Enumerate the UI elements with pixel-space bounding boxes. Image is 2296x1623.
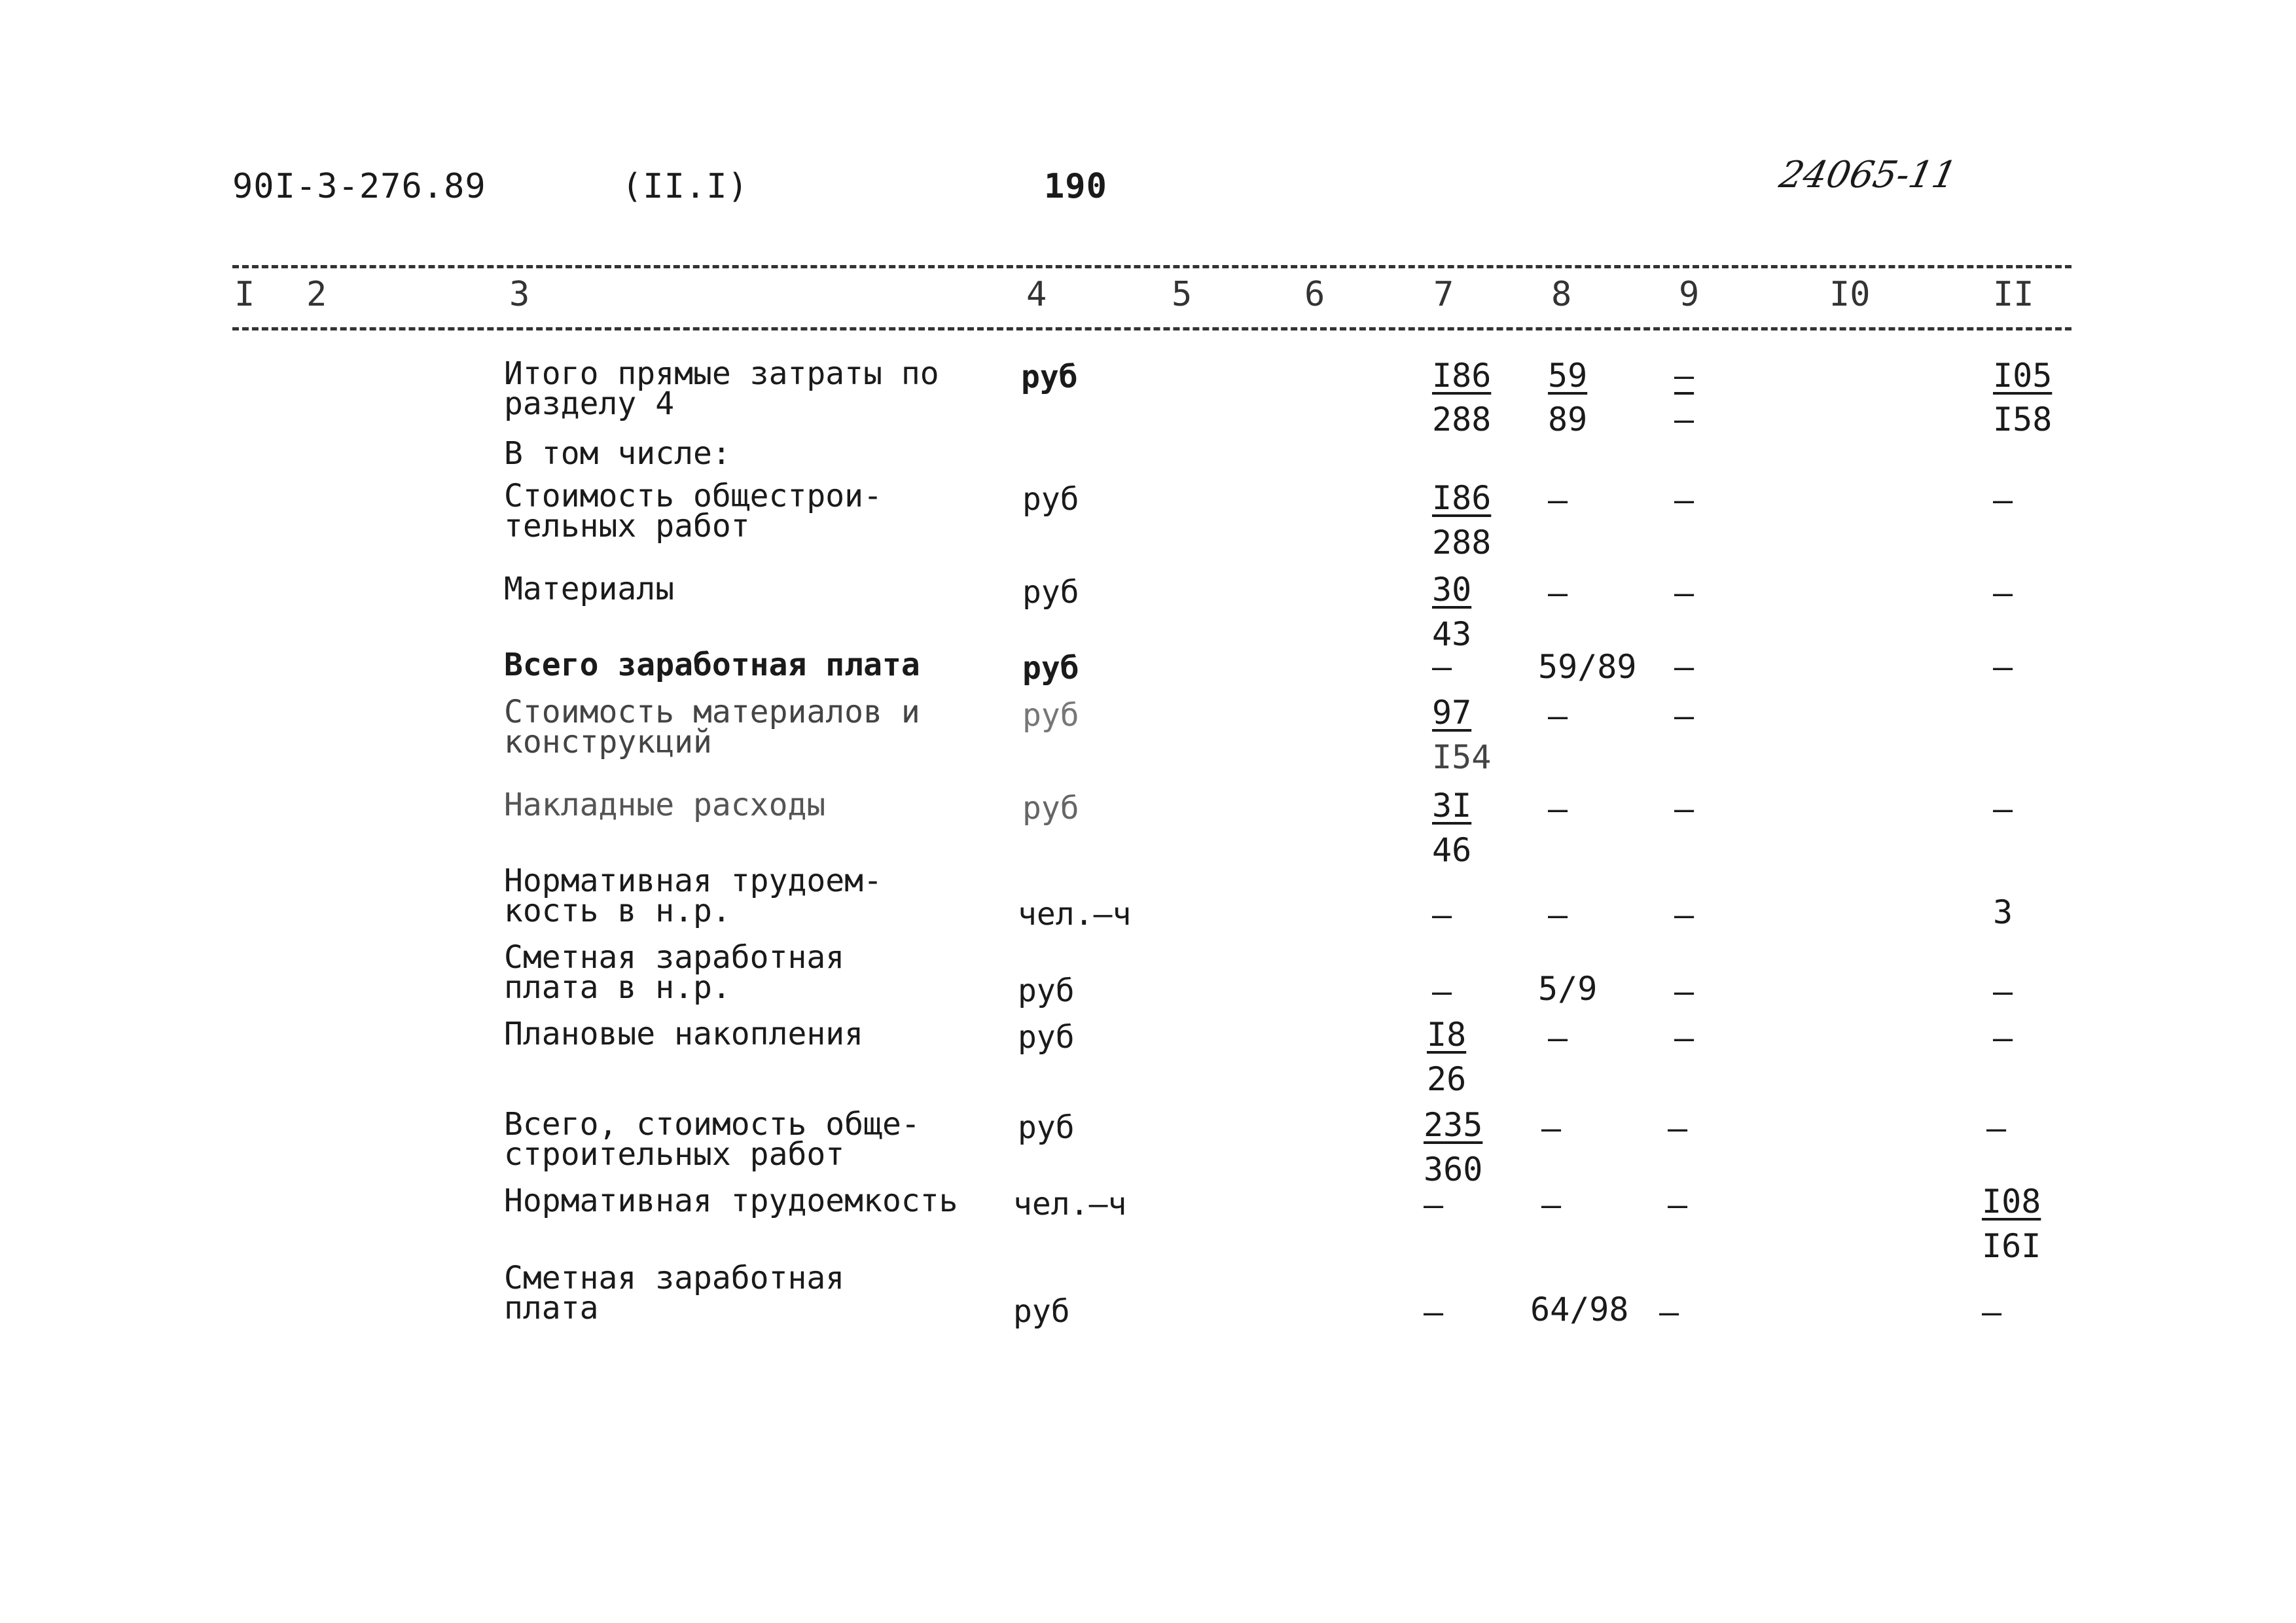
col8-value: – (1548, 1019, 1568, 1057)
col8-value: – (1548, 481, 1568, 519)
col9-value: – (1674, 896, 1695, 934)
col9-value: – (1674, 972, 1695, 1010)
column-header-6: 6 (1304, 275, 1325, 314)
column-header-8: 8 (1551, 275, 1572, 314)
column-header-4: 4 (1026, 275, 1047, 314)
col7-value: – (1432, 648, 1452, 686)
col11-value: – (1982, 1293, 2002, 1331)
col7-value-bottom: I54 (1432, 738, 1492, 776)
row-unit: чел.–ч (1013, 1186, 1127, 1222)
col8-value: 5/9 (1538, 970, 1598, 1008)
col9-value: – (1674, 1019, 1695, 1057)
row-description-cont: кость в н.р. (504, 893, 731, 929)
col7-value: – (1424, 1293, 1444, 1331)
row-unit: чел.–ч (1018, 896, 1132, 933)
column-header-10: I0 (1829, 275, 1871, 314)
row-description: Итого прямые затраты по (504, 355, 939, 392)
row-unit: руб (1018, 1109, 1075, 1146)
table-header-rule (232, 327, 2072, 330)
row-unit: руб (1018, 972, 1075, 1009)
col9-value-top: – (1674, 357, 1695, 395)
col9-value: – (1674, 481, 1695, 519)
col9-value: – (1659, 1293, 1679, 1331)
col7-value-bottom: 360 (1424, 1150, 1483, 1188)
col7-value: – (1432, 972, 1452, 1010)
col9-value: – (1674, 697, 1695, 735)
row-description: Накладные расходы (504, 787, 826, 823)
col11-value-top: I08 (1982, 1183, 2041, 1221)
row-unit: руб (1018, 1019, 1075, 1056)
col7-value: – (1432, 896, 1452, 934)
row-description: Сметная заработная (504, 939, 845, 976)
col11-value: – (1993, 648, 2013, 686)
page-number: 190 (1044, 167, 1107, 206)
row-unit: руб (1022, 574, 1079, 611)
col8-value: 59/89 (1538, 648, 1637, 686)
section-number: (II.I) (622, 167, 749, 206)
col11-value: – (1986, 1109, 2007, 1147)
col8-value-bottom: 89 (1548, 401, 1588, 438)
col8-value: – (1541, 1109, 1562, 1147)
column-header-7: 7 (1433, 275, 1454, 314)
column-header-5: 5 (1172, 275, 1193, 314)
col11-value-bottom: I58 (1993, 401, 2053, 438)
column-header-11: II (1993, 275, 2034, 314)
col11-value: – (1993, 481, 2013, 519)
col11-value: – (1993, 1019, 2013, 1057)
row-description-cont: конструкций (504, 724, 712, 760)
col7-value-bottom: 288 (1432, 401, 1492, 438)
subsection-label: В том числе: (504, 435, 731, 472)
row-description: Всего, стоимость обще- (504, 1106, 920, 1143)
col7-value-top: I8 (1427, 1016, 1467, 1054)
col7-value-top: 235 (1424, 1106, 1483, 1144)
row-description-cont: строительных работ (504, 1136, 845, 1173)
col7-value-bottom: 288 (1432, 524, 1492, 562)
row-unit: руб (1022, 790, 1079, 827)
row-description-cont: тельных работ (504, 508, 750, 544)
col8-value: – (1548, 574, 1568, 612)
col7-value-top: I86 (1432, 479, 1492, 517)
col11-value-bottom: I6I (1982, 1227, 2041, 1265)
col7-value-top: 97 (1432, 694, 1472, 732)
row-unit: руб (1022, 650, 1079, 687)
col11-value: – (1993, 972, 2013, 1010)
row-description-cont: плата (504, 1290, 599, 1327)
row-description: Нормативная трудоемкость (504, 1183, 958, 1219)
row-description: Сметная заработная (504, 1260, 845, 1296)
col9-value-bottom: – (1674, 401, 1695, 438)
row-unit: руб (1022, 481, 1079, 518)
row-description: Стоимость общестрои- (504, 478, 882, 514)
col11-value: 3 (1993, 893, 2013, 931)
column-header-9: 9 (1679, 275, 1700, 314)
row-description: Стоимость материалов и (504, 694, 920, 730)
col9-value: – (1674, 648, 1695, 686)
col8-value: – (1548, 697, 1568, 735)
row-description: Плановые накопления (504, 1016, 864, 1052)
col8-value: – (1548, 790, 1568, 828)
row-unit: руб (1013, 1293, 1070, 1330)
col7-value-bottom: 43 (1432, 615, 1472, 653)
col9-value: – (1668, 1109, 1688, 1147)
row-description: Нормативная трудоем- (504, 863, 882, 899)
col8-value: – (1541, 1186, 1562, 1224)
archive-number: 24065-11 (1776, 154, 1961, 196)
col11-value: – (1993, 790, 2013, 828)
row-description-cont: плата в н.р. (504, 969, 731, 1006)
row-unit: руб (1021, 359, 1078, 395)
row-description-cont: разделу 4 (504, 385, 675, 422)
column-header-3: 3 (509, 275, 530, 314)
document-code: 90I-3-276.89 (232, 167, 486, 206)
table-top-rule (232, 265, 2072, 268)
col8-value-top: 59 (1548, 357, 1588, 395)
col11-value-top: I05 (1993, 357, 2053, 395)
col9-value: – (1674, 574, 1695, 612)
col11-value: – (1993, 574, 2013, 612)
col7-value-bottom: 46 (1432, 831, 1472, 869)
col8-value: – (1548, 896, 1568, 934)
col7-value: – (1424, 1186, 1444, 1224)
col7-value-bottom: 26 (1427, 1060, 1467, 1098)
row-description: Всего заработная плата (504, 647, 920, 683)
col7-value-top: I86 (1432, 357, 1492, 395)
column-header-2: 2 (306, 275, 327, 314)
col7-value-top: 3I (1432, 787, 1472, 825)
col8-value: 64/98 (1530, 1291, 1629, 1329)
col9-value: – (1674, 790, 1695, 828)
col9-value: – (1668, 1186, 1688, 1224)
column-header-1: I (234, 275, 255, 314)
col7-value-top: 30 (1432, 571, 1472, 609)
row-unit: руб (1022, 697, 1079, 734)
row-description: Материалы (504, 571, 675, 607)
